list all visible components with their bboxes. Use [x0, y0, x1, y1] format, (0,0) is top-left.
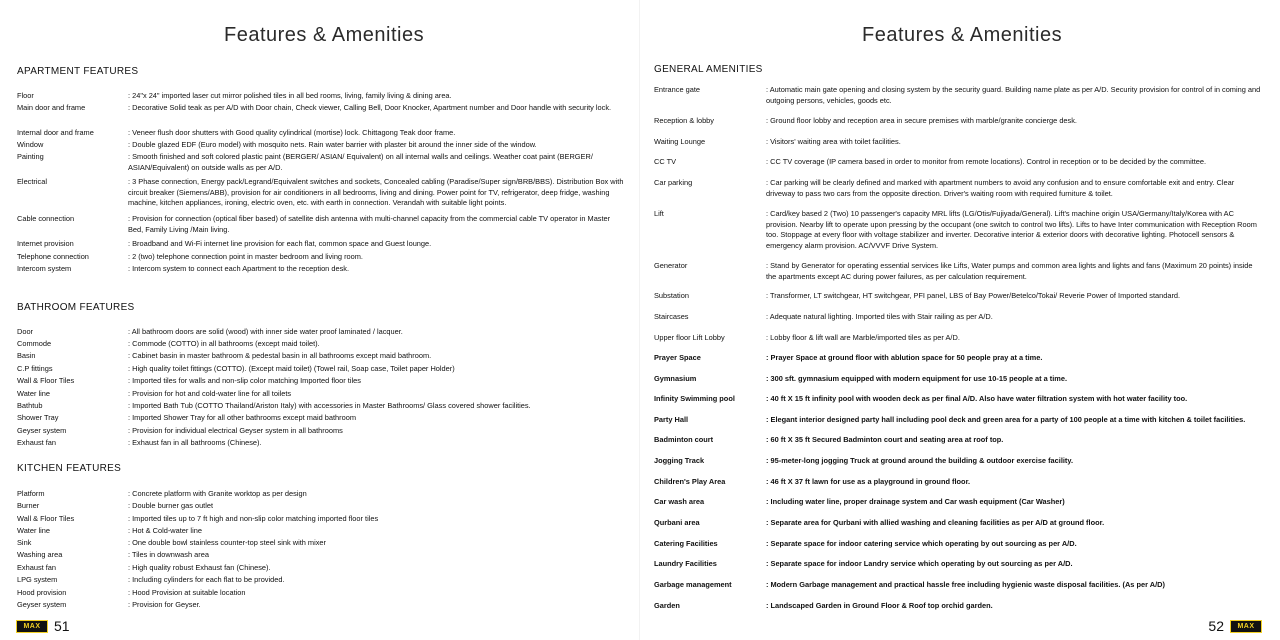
feature-value: : Prayer Space at ground floor with ablution space for 50 people pray at a time.	[766, 353, 1043, 362]
feature-label: Children's Play Area	[654, 477, 726, 486]
feature-value: : Double glazed EDF (Euro model) with mosquito nets. Rain water barrier with plaster bit around the inner side of the window.	[128, 140, 537, 149]
feature-label: C.P fittings	[17, 364, 53, 373]
feature-label: Commode	[17, 339, 52, 348]
feature-label: Sink	[17, 538, 32, 547]
feature-value: : 46 ft X 37 ft lawn for use as a playground in ground floor.	[766, 477, 971, 486]
feature-value: : 60 ft X 35 ft Secured Badminton court and seating area at roof top.	[766, 435, 1004, 444]
right-page	[640, 0, 1280, 640]
feature-value: : Provision for hot and cold-water line for all toilets	[128, 389, 292, 398]
feature-label: Infinity Swimming pool	[654, 394, 735, 403]
feature-value: : Landscaped Garden in Ground Floor & Roof top orchid garden.	[766, 601, 993, 610]
feature-value: : Imported Bath Tub (COTTO Thailand/Ariston Italy) with accessories in Master Bathrooms/ Glass covered shower facilities.	[128, 401, 531, 410]
feature-value: : Hood Provision at suitable location	[128, 588, 246, 597]
section-title-general: GENERAL AMENITIES	[654, 64, 763, 75]
feature-value: : High quality robust Exhaust fan (Chinese).	[128, 563, 271, 572]
feature-value: : Cabinet basin in master bathroom & pedestal basin in all bathrooms except maid bathroom.	[128, 351, 432, 360]
feature-label: Basin	[17, 351, 36, 360]
feature-label: Waiting Lounge	[654, 137, 706, 146]
feature-label: Staircases	[654, 312, 689, 321]
feature-value: : Provision for individual electrical Geyser system in all bathrooms	[128, 426, 343, 435]
feature-value: : Exhaust fan in all bathrooms (Chinese).	[128, 438, 262, 447]
feature-label: Badminton court	[654, 435, 714, 444]
feature-value: : Veneer flush door shutters with Good quality cylindrical (mortise) lock. Chittagong Teak door frame.	[128, 128, 456, 137]
feature-value: : Tiles in downwash area	[128, 550, 209, 559]
feature-label: Burner	[17, 501, 40, 510]
feature-label: Internal door and frame	[17, 128, 94, 137]
feature-label: Painting	[17, 152, 44, 161]
feature-value: : Visitors' waiting area with toilet facilities.	[766, 137, 901, 146]
feature-value: : All bathroom doors are solid (wood) with inner side water proof laminated / lacquer.	[128, 327, 403, 336]
feature-value: : Stand by Generator for operating essential services like Lifts, Water pumps and common area lights and lights and fans (Maximum 20 points) inside the apartments except AC during power failures, as per calculation requirement.	[766, 261, 1253, 281]
feature-label: Substation	[654, 291, 689, 300]
page-footer	[16, 618, 70, 634]
feature-value: : 40 ft X 15 ft infinity pool with wooden deck as per final A/D. Also have water filtration system with hot water facility too.	[766, 394, 1188, 403]
feature-value: : Provision for connection (optical fiber based) of satellite dish antenna with multi-channel capacity from the commercial cable TV operator in Master Bed, Family Living /Main living.	[128, 214, 611, 234]
feature-label: Water line	[17, 526, 50, 535]
feature-label: Water line	[17, 389, 50, 398]
feature-label: Car parking	[654, 178, 693, 187]
feature-value: : Elegant interior designed party hall including pool deck and green area for a party of 100 people at a time with kitchen & toilet facilities.	[766, 415, 1246, 424]
feature-label: Upper floor Lift Lobby	[654, 333, 725, 342]
feature-label: Main door and frame	[17, 103, 86, 112]
feature-label: Qurbani area	[654, 518, 700, 527]
feature-label: Hood provision	[17, 588, 67, 597]
feature-label: Laundry Facilities	[654, 559, 717, 568]
feature-value: : Transformer, LT switchgear, HT switchgear, PFI panel, LBS of Bay Power/Betelco/Tokai/ Reverie Power of Imported standard.	[766, 291, 1181, 300]
feature-label: Telephone connection	[17, 252, 89, 261]
feature-value: : Ground floor lobby and reception area in secure premises with marble/granite concierge desk.	[766, 116, 1077, 125]
feature-label: Electrical	[17, 177, 47, 186]
feature-value: : Double burner gas outlet	[128, 501, 214, 510]
feature-label: Generator	[654, 261, 688, 270]
feature-label: CC TV	[654, 157, 677, 166]
feature-label: Exhaust fan	[17, 438, 57, 447]
feature-label: Garden	[654, 601, 680, 610]
feature-value: : 2 (two) telephone connection point in master bedroom and living room.	[128, 252, 363, 261]
feature-value: : Card/key based 2 (Two) 10 passenger's capacity MRL lifts (LG/Otis/Fujiyada/General). Lift's machine origin USA/Germany/Italy/Korea with AC provision. Nearby lift to operate upon pressing by the occupant (one switch to control two lifts). Lifts to have Inter communication with Reception Room too. Stoppage at every floor with voltage stabilizer and inverter. Decorative interior & exterior doors with decorative lighting. Photocell sensors & emergency alarm provision. AC/VVVF Drive System.	[766, 209, 1257, 250]
brand-logo: MAX	[16, 620, 48, 633]
feature-label: Door	[17, 327, 34, 336]
feature-label: Party Hall	[654, 415, 689, 424]
feature-label: Catering Facilities	[654, 539, 718, 548]
page-footer	[1208, 618, 1262, 634]
feature-value: : Including cylinders for each flat to be provided.	[128, 575, 285, 584]
section-title-apartment: APARTMENT FEATURES	[17, 66, 139, 77]
page-heading: Features & Amenities	[862, 24, 1063, 46]
feature-label: Floor	[17, 91, 34, 100]
feature-value: : Separate space for indoor catering service which operating by out sourcing as per A/D.	[766, 539, 1077, 548]
feature-label: Window	[17, 140, 44, 149]
feature-label: LPG system	[17, 575, 58, 584]
page-number: 51	[54, 618, 70, 634]
feature-value: : 300 sft. gymnasium equipped with modern equipment for use 10-15 people at a time.	[766, 374, 1068, 383]
feature-label: Cable connection	[17, 214, 75, 223]
feature-label: Gymnasium	[654, 374, 697, 383]
feature-label: Platform	[17, 489, 45, 498]
feature-value: : One double bowl stainless counter-top steel sink with mixer	[128, 538, 326, 547]
feature-label: Geyser system	[17, 600, 67, 609]
feature-label: Entrance gate	[654, 85, 701, 94]
feature-label: Intercom system	[17, 264, 72, 273]
brand-logo: MAX	[1230, 620, 1262, 633]
feature-value: : Imported tiles up to 7 ft high and non-slip color matching imported floor tiles	[128, 514, 379, 523]
feature-value: : Commode (COTTO) in all bathrooms (except maid toilet).	[128, 339, 320, 348]
feature-value: : Intercom system to connect each Apartment to the reception desk.	[128, 264, 350, 273]
feature-value: : Imported Shower Tray for all other bathrooms except maid bathroom	[128, 413, 356, 422]
feature-value: : Broadband and Wi-Fi internet line provision for each flat, common space and Guest lounge.	[128, 239, 432, 248]
feature-value: : Imported tiles for walls and non-slip color matching Imported floor tiles	[128, 376, 361, 385]
feature-value: : Lobby floor & lift wall are Marble/imported tiles as per A/D.	[766, 333, 960, 342]
page-heading: Features & Amenities	[224, 24, 425, 46]
feature-value: : CC TV coverage (IP camera based in order to monitor from remote locations). Control in reception or to be decided by the committee.	[766, 157, 1207, 166]
page-number: 52	[1208, 618, 1224, 634]
feature-value: : Including water line, proper drainage system and Car wash equipment (Car Washer)	[766, 497, 1065, 506]
feature-label: Car wash area	[654, 497, 705, 506]
feature-value: : Smooth finished and soft colored plastic paint (BERGER/ ASIAN/ Equivalent) on all internal walls and ceilings. Weather coat paint (BERGER/ ASIAN/Equivalent) on outside walls as per A/D.	[128, 152, 593, 172]
feature-label: Exhaust fan	[17, 563, 57, 572]
feature-label: Lift	[654, 209, 664, 218]
feature-label: Wall & Floor Tiles	[17, 514, 75, 523]
feature-value: : 95-meter-long jogging Truck at ground around the building & outdoor exercise facility.	[766, 456, 1074, 465]
feature-label: Geyser system	[17, 426, 67, 435]
feature-value: : Provision for Geyser.	[128, 600, 201, 609]
feature-label: Reception & lobby	[654, 116, 714, 125]
feature-value: : Decorative Solid teak as per A/D with Door chain, Check viewer, Calling Bell, Door Knocker, Apartment number and Door handle with security lock.	[128, 103, 612, 112]
feature-value: : Car parking will be clearly defined and marked with apartment numbers to avoid any confusion and to ensure comfortable exit and entry. Clear driveway to pass two cars from the opposite direction. Driver's waiting room with required furniture & toilet.	[766, 178, 1235, 198]
feature-label: Washing area	[17, 550, 63, 559]
feature-value: : Separate area for Qurbani with allied washing and cleaning facilities as per A/D at ground floor.	[766, 518, 1105, 527]
feature-label: Garbage management	[654, 580, 732, 589]
feature-value: : 24"x 24" imported laser cut mirror polished tiles in all bed rooms, living, family living & dining area.	[128, 91, 452, 100]
feature-value: : Modern Garbage management and practical hassle free including hygienic waste disposal facilities. (As per A/D)	[766, 580, 1165, 589]
section-title-bathroom: BATHROOM FEATURES	[17, 302, 135, 313]
feature-label: Wall & Floor Tiles	[17, 376, 75, 385]
feature-value: : Adequate natural lighting. Imported tiles with Stair railing as per A/D.	[766, 312, 993, 321]
feature-value: : Concrete platform with Granite worktop as per design	[128, 489, 307, 498]
section-title-kitchen: KITCHEN FEATURES	[17, 463, 122, 474]
feature-value: : Separate space for indoor Landry service which operating by out sourcing as per A/D.	[766, 559, 1073, 568]
feature-value: : High quality toilet fittings (COTTO). (Except maid toilet) (Towel rail, Soap case, Toilet paper Holder)	[128, 364, 455, 373]
feature-value: : Automatic main gate opening and closing system by the security guard. Building name plate as per A/D. Security provision for control of in coming and outgoing persons, vehicles, goods etc.	[766, 85, 1261, 105]
feature-label: Jogging Track	[654, 456, 705, 465]
feature-label: Bathtub	[17, 401, 43, 410]
feature-label: Prayer Space	[654, 353, 701, 362]
feature-label: Shower Tray	[17, 413, 59, 422]
feature-value: : Hot & Cold-water line	[128, 526, 202, 535]
feature-label: Internet provision	[17, 239, 74, 248]
feature-value: : 3 Phase connection, Energy pack/Legrand/Equivalent switches and sockets, Concealed cabling (Paradise/Super sign/BRB/BBS). Distribution Box with circuit breaker (Siemens/ABB), provision for air conditioners in all bedrooms, living and dining. Power point for TV, refrigerator, deep fridge, washing machine, kitchen appliances, ironing, electric oven, etc. with earth in connection. Verandah with suitable light points.	[128, 177, 624, 207]
